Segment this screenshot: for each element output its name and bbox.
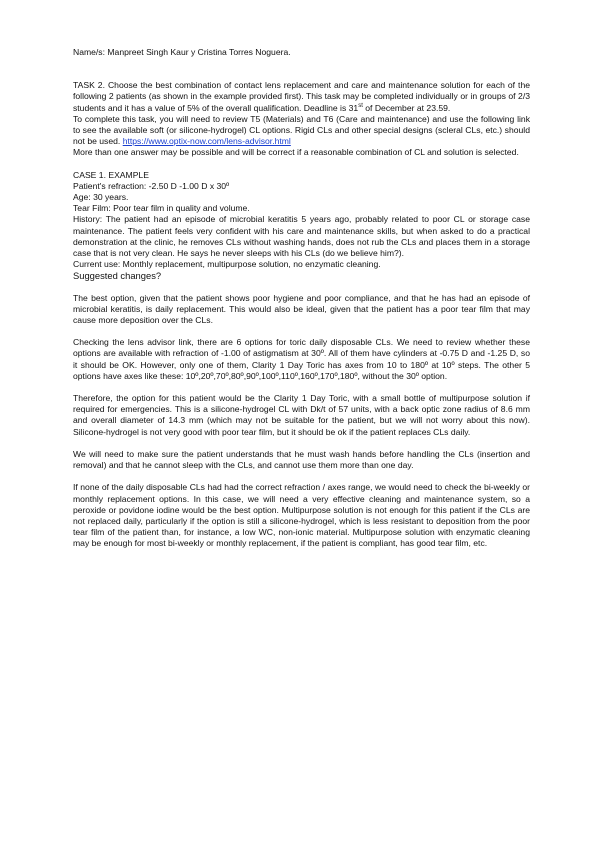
patient-history: History: The patient had an episode of microbial keratitis 5 years ago, probably related to poor CL or storage case maintenance. The patient feels very confident with his care and maintenance skills, but when asked to do a practical demonstration at the clinic, he removes CLs without washing hands, does not rub the CLs and places them in a storage case that is not very clean. He says he never sleeps with his CLs (do we believe him?). xyxy=(73,214,530,259)
case-title: CASE 1. EXAMPLE xyxy=(73,169,149,180)
suggested-changes-heading: Suggested changes? xyxy=(73,270,162,282)
answer-paragraph-3: Therefore, the option for this patient would be the Clarity 1 Day Toric, with a small bottle of multipurpose solution if required for emergencies. This is a silicone-hydrogel CL with Dk/t of 57 units, with a back optic zone radius of 8.6 mm and overall diameter of 14.3 mm (which may not be suitable for the patient, but we will not worry about this now). Silicone-hydrogel is not very good with poor tear film, but it should be ok if the patient replaces CLs daily. xyxy=(73,393,530,437)
answer-paragraph-1: The best option, given that the patient shows poor hygiene and poor compliance, and that he has had an episode of microbial keratitis, is daily replacement. This would also be ideal, given that the patient has a poor tear film that may cause more deposition over the CLs. xyxy=(73,292,530,326)
task-description xyxy=(73,80,530,114)
instructions-text: To complete this task, you will need to review T5 (Materials) and T6 (Care and maintenance) and use the following link to see the available soft (or silicone-hydrogel) CL options. Rigid CLs and other special designs (scleral CLs, etc.) should not be used. xyxy=(73,113,530,147)
current-use: Current use: Monthly replacement, multipurpose solution, no enzymatic cleaning. xyxy=(73,259,381,270)
answer-paragraph-4: We will need to make sure the patient understands that he must wash hands before handling the CLs (insertion and removal) and that he cannot sleep with the CLs, and cannot use them more than one day. xyxy=(73,448,530,471)
tear-film: Tear Film: Poor tear film in quality and volume. xyxy=(73,203,250,214)
ordinal-suffix: st xyxy=(358,102,363,109)
document-page xyxy=(73,47,530,550)
task-instructions xyxy=(73,114,530,148)
task-text: TASK 2. Choose the best combination of contact lens replacement and care and maintenance solution for each of the following 2 patients (as shown in the example provided first). This task may be completed individually or in groups of 2/3 students and it has a value of 5% of the overall qualification. Deadline is 31 xyxy=(73,80,530,113)
answer-paragraph-5: If none of the daily disposable CLs had had the correct refraction / axes range, we would need to check the bi-weekly or monthly replacement options. In this case, we will need a very effective cleaning and maintenance system, so a peroxide or povidone iodine would be the best option. Multipurpose solution is not enough for this patient if the CLs are not replaced daily, particularly if the option is still a silicone-hydrogel, which is less resistant to deposition from the poor tear film of the patient than, for instance, a low WC, non-ionic material. Multipurpose solution with enzymatic cleaning may be enough for most bi-weekly or monthly replacement, if the patient is compliant, has good tear film, etc. xyxy=(73,482,530,549)
deadline-text: of December at 23.59. xyxy=(362,102,451,113)
lens-advisor-link[interactable]: https://www.optix-now.com/lens-advisor.html xyxy=(122,136,291,147)
answer-paragraph-2: Checking the lens advisor link, there are 6 options for toric daily disposable CLs. We need to review whether these options are available with refraction of -1.00 of astigmatism at 30º. All of them have cylinders at -0.75 D and -1.25 D, so it should be OK. However, only one of them, Clarity 1 Day Toric has axes from 10 to 180º at 10º steps. The other 5 options have axes like these: 10º,20º,70º,80º,90º,100º,110º,160º,170º,180º, without the 30º option. xyxy=(73,337,530,381)
student-names: Name/s: Manpreet Singh Kaur y Cristina Torres Noguera. xyxy=(73,47,291,57)
task-note: More than one answer may be possible and will be correct if a reasonable combination of CL and solution is selected. xyxy=(73,147,519,158)
patient-refraction: Patient's refraction: -2.50 D -1.00 D x 30º xyxy=(73,180,230,191)
patient-age: Age: 30 years. xyxy=(73,192,129,203)
